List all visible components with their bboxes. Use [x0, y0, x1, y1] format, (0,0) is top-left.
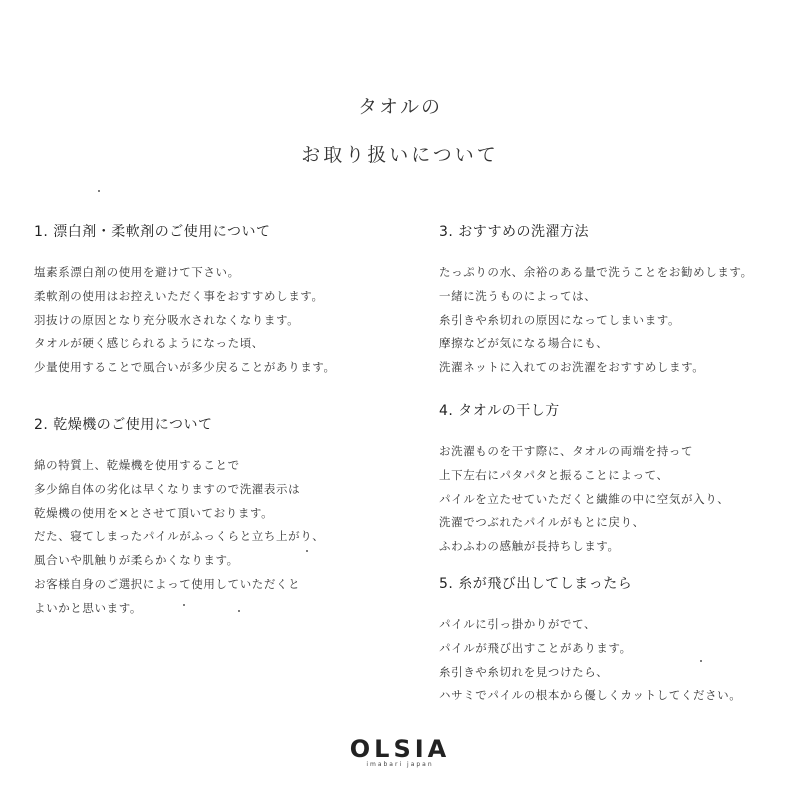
- section-drying-towels: [439, 400, 729, 559]
- section-text-line: 綿の特質上、乾燥機を使用することで: [34, 458, 240, 472]
- section-heading: 3. おすすめの洗濯方法: [439, 224, 589, 240]
- section-heading: 5. 糸が飛び出してしまったら: [439, 576, 633, 592]
- section-text-line: お客様自身のご選択によって使用していただくと: [34, 576, 301, 591]
- brand-logo-wordmark: OLSIA: [349, 735, 451, 763]
- brand-logo-tagline: imabari japan: [366, 761, 434, 768]
- scan-speck: [238, 610, 240, 612]
- section-text-line: パイルが飛び出すことがあります。: [439, 640, 632, 655]
- section-text-line: 洗濯でつぶれたパイルがもとに戻り、: [439, 515, 645, 530]
- brand-logo: [0, 735, 800, 768]
- section-loose-threads: [439, 573, 741, 708]
- section-text-line: 一緒に洗うものによっては、: [439, 288, 597, 303]
- section-dryer: [34, 414, 324, 621]
- page-title-line-1: タオルの: [357, 96, 442, 118]
- section-text-line: 摩擦などが気になる場合にも、: [439, 336, 609, 351]
- section-text-line: 上下左右にパタパタと振ることによって、: [439, 467, 669, 482]
- section-bleach-softener: [34, 221, 336, 380]
- section-text-line: 糸引きや糸切れを見つけたら、: [439, 664, 609, 679]
- scan-speck: [700, 660, 702, 662]
- section-text-line: 柔軟剤の使用はお控えいただく事をおすすめします。: [34, 288, 324, 303]
- section-text-line: だた、寝てしまったパイルがふっくらと立ち上がり、: [34, 529, 325, 544]
- section-text-line: 乾燥機の使用を×とさせて頂いております。: [34, 505, 274, 520]
- section-text-line: 塩素系漂白剤の使用を避けて下さい。: [34, 265, 240, 279]
- scan-speck: [98, 190, 100, 192]
- page-title-line-2: お取り扱いについて: [301, 144, 499, 166]
- section-text-line: 少量使用することで風合いが多少戻ることがあります。: [34, 360, 336, 375]
- section-text-line: お洗濯ものを干す際に、タオルの両端を持って: [439, 444, 694, 458]
- section-text-line: ふわふわの感触が長持ちします。: [439, 539, 620, 554]
- section-heading: 4. タオルの干し方: [439, 403, 560, 419]
- section-text-line: 多少綿自体の劣化は早くなりますので洗濯表示は: [34, 481, 301, 496]
- section-text-line: パイルを立たせていただくと繊維の中に空気が入り、: [439, 491, 730, 506]
- section-text-line: タオルが硬く感じられるようになった頃、: [34, 336, 264, 351]
- section-text-line: パイルに引っ掛かりがでて、: [439, 617, 597, 631]
- section-text-line: 風合いや肌触りが柔らかくなります。: [34, 553, 239, 568]
- scan-speck: [183, 604, 185, 606]
- section-heading: 2. 乾燥機のご使用について: [34, 417, 213, 433]
- section-text-line: たっぷりの水、余裕のある量で洗うことをお勧めします。: [439, 265, 753, 279]
- section-text-line: 羽抜けの原因となり充分吸水されなくなります。: [34, 312, 300, 327]
- section-text-line: 洗濯ネットに入れてのお洗濯をおすすめします。: [439, 360, 705, 375]
- section-heading: 1. 漂白剤・柔軟剤のご使用について: [34, 224, 271, 240]
- section-text-line: ハサミでパイルの根本から優しくカットしてください。: [439, 688, 742, 703]
- section-recommended-washing: [439, 221, 753, 380]
- section-text-line: 糸引きや糸切れの原因になってしまいます。: [439, 312, 681, 327]
- scan-speck: [306, 550, 308, 552]
- section-text-line: よいかと思います。: [34, 600, 142, 615]
